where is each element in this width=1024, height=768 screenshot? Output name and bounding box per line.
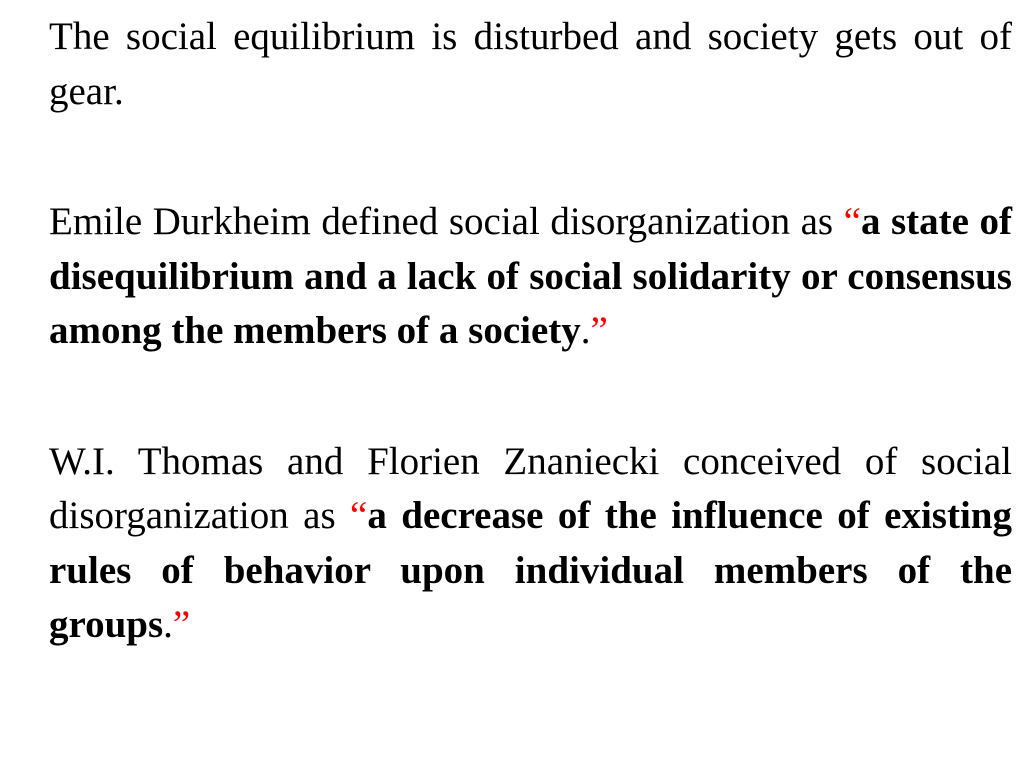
slide-body [49,10,1012,653]
quoted-definition: a decrease of the influence of existing rules of behavior upon individual members of the groups [49,494,1012,646]
close-quote-mark: ” [590,309,608,352]
open-quote-mark: “ [350,494,368,537]
end-punctuation: . [163,603,173,646]
open-quote-mark: “ [843,200,861,243]
quoted-definition: a state of disequilibrium and a lack of social solidarity or consensus among the members of a society [49,200,1012,352]
paragraph-social-equilibrium [49,10,1012,119]
close-quote-mark: ” [172,603,191,646]
end-punctuation: . [580,309,591,352]
paragraph-intro: W.I. Thomas and Florien Znaniecki conceived of social disorganization as [49,439,1012,537]
paragraph-intro: Emile Durkheim defined social disorganization as [49,200,844,243]
paragraph-text: The social equilibrium is disturbed and society gets out of gear. [49,15,1012,113]
paragraph-durkheim-definition [49,195,1012,359]
paragraph-thomas-znaniecki-definition [49,435,1012,653]
